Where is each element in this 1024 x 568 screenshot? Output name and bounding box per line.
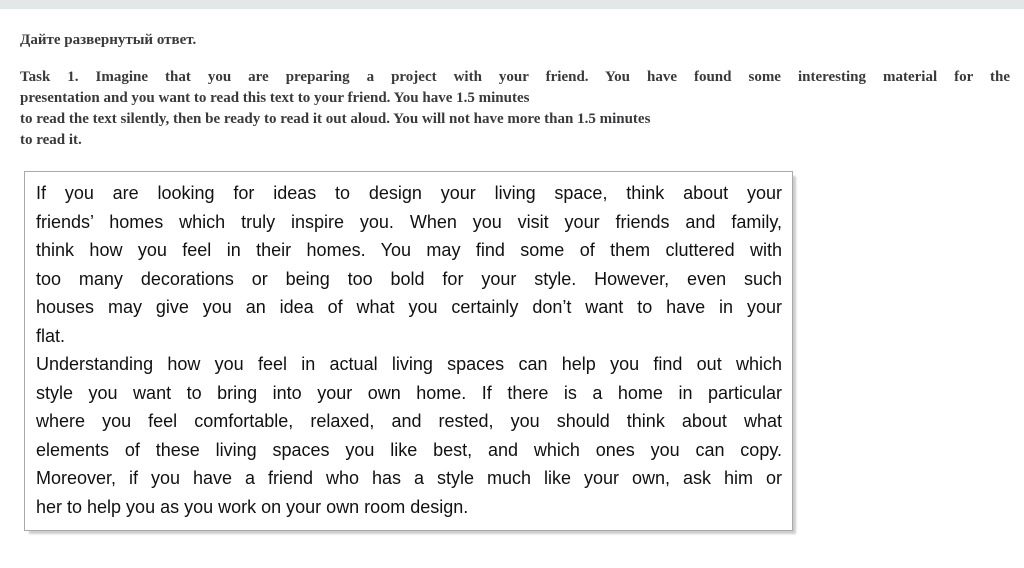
prompt-heading: Дайте развернутый ответ. <box>20 32 197 48</box>
passage-paragraph-1 <box>36 179 782 350</box>
task-instructions-line: presentation and you want to read this text to your friend. You have 1.5 minutes <box>20 90 530 106</box>
passage-line: elements of these living spaces you like best, and which ones you can copy. <box>36 439 782 460</box>
task-instructions-line: to read the text silently, then be ready to read it out aloud. You will not have more than 1.5 minutes <box>20 111 651 127</box>
passage-line: think how you feel in their homes. You may find some of them cluttered with <box>36 240 782 260</box>
passage-line: Understanding how you feel in actual living spaces can help you find out which <box>36 354 782 374</box>
task-instructions-line: to read it. <box>20 132 82 148</box>
passage-paragraph-2 <box>36 350 782 521</box>
window-top-strip <box>0 0 1024 9</box>
passage-line: style you want to bring into your own home. If there is a home in particular <box>36 382 782 403</box>
passage-line: houses may give you an idea of what you certainly don’t want to have in your <box>36 297 782 317</box>
passage-line: flat. <box>36 325 66 346</box>
passage-line: If you are looking for ideas to design your living space, think about your <box>36 183 782 203</box>
reading-passage-box <box>24 171 793 531</box>
passage-line: too many decorations or being too bold for your style. However, even such <box>36 268 782 289</box>
task-instructions-line: Task 1. Imagine that you are preparing a project with your friend. You have found some interesting material for the <box>20 69 1010 85</box>
page-content <box>0 30 1024 531</box>
passage-line: Moreover, if you have a friend who has a style much like your own, ask him or <box>36 468 782 488</box>
task-instructions <box>20 67 1010 151</box>
passage-line: where you feel comfortable, relaxed, and rested, you should think about what <box>36 411 782 431</box>
passage-line: her to help you as you work on your own room design. <box>36 496 469 517</box>
passage-line: friends’ homes which truly inspire you. When you visit your friends and family, <box>36 211 782 232</box>
